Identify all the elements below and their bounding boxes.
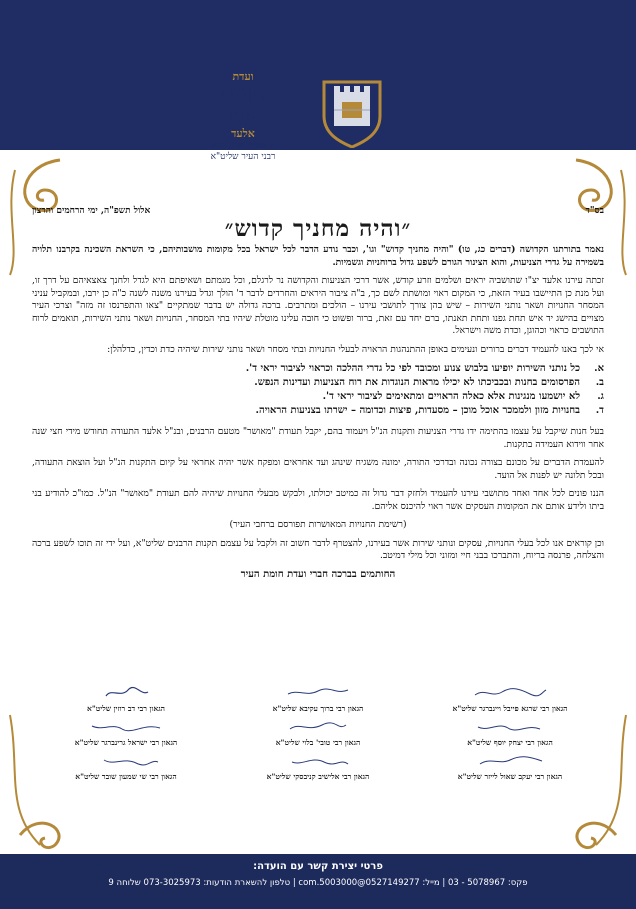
paragraph-6: (רשימת החנויות המאושרות תפורסם ברחבי העיר) [229,519,407,530]
logo-city: אלעד [231,127,255,140]
committee-logo [0,70,636,160]
intro-paragraph: נאמר בתורתנו הקדושה (דברים כג, טו) "והיה מחניך קדוש" וגו', וכבר נודע הדבר לכל ישראל בכל מקומות מושבותיהם, כי השראת השכינה בקרבנו תלויה בשמירה על גדרי הצניעות, והוא הצינור הגורם לשפע גדול ברוחניות וגשמיות. [32,244,604,268]
list-item: ב. הפרסומים בחנות ובכביכתו לא יכילו מראות הנוגדות את רוח הצניעות ועדינות הנפש. [254,377,604,388]
signature-scribble-icon [470,686,550,700]
signature-scribble-icon [86,686,166,700]
signature: הגאון רבי אלישיב קניבסקי שליט"א [232,753,404,781]
logo-main-line1: חומת [220,81,266,107]
paragraph-7: וכן קוראים אנו לכל בעלי החנויות, עסקים ונותני שירות אשר בעירנו, להצטרף לדבר חשוב זה ולקבל על עצמם תקנות הרבנים שליט"א, ועל ידי זה תוכו לשפע ברכה והצלחה, פרנסה בריוח, והתברכו בבני חיי ומזוני וכל מילי דמיטב. [32,537,604,561]
logo-text [168,70,318,162]
logo-main-line2: העיר [222,103,264,129]
date-line: אלול תשפ"ה, ימי הרחמים והרצון [32,206,151,216]
logo-top-label: ועדת [232,70,254,83]
footer-contact-line: פקס: 5078967 - 03 | מייל: 0527149277@5003000.com | טלפון להשארת הודעות: 073-3025973 שלוחה 9 [108,878,528,888]
signature-scribble-icon [470,720,550,734]
signature-scribble-icon [278,754,358,768]
signature: הגאון רבי שרגא פייבל ויינברגר שליט"א [424,685,596,713]
letter-body [32,205,604,581]
signature: הגאון רבי ברוך עקיבא שליט"א [232,685,404,713]
paragraph-2: אי לכך באנו להעמיד דברים ברורים ונעימים באופן ההתנהגות הראויה לבעלי החנויות ובתי מסחר ושאר נותני שירות שיהיה כדת וכדין, כדלהלן: [107,343,604,355]
paragraph-4: להעמדת הדברים על מכונם בצורה נכונה ובדרכי התורה, ימונה משגיח שינהג ועד אחראים ומפקח אשר יהיה אחראי על קיום התקנות הנ"ל ועל הוצאת התעודה, ובכל תלונה יש לפנות אל הועד. [32,457,604,481]
signature-scribble-icon [86,754,166,768]
paragraph-3: בעל חנות שיקבל על עצמו בהתימה ידו גדרי הצניעות ותקנות הנ"ל ויעמוד בהם, יקבל תעודת "מאושר" מטעם הרבנים, ובנ"ל אלעד התעודה תחודש מידי חצי שנה אחר ווידוא העמידה בתקנות. [32,426,604,450]
signature-scribble-icon [278,686,358,700]
signature-scribble-icon [86,720,166,734]
contact-footer [0,855,636,909]
signature-scribble-icon [470,754,550,768]
tower-shield-icon [320,72,384,148]
bsd-mark: בס"ד [585,206,604,216]
signature: הגאון רבי ישראל גרינברגר שליט"א [40,719,212,747]
footer-title: פרטי יצירת קשר עם הועדה: [253,861,383,872]
signature: הגאון רבי יעקב שאול לייזר שליט"א [424,753,596,781]
paragraph-1: זכתה עירנו אלעד יצ"ו שתושביה יראים ושלמים וזרע קודש, אשר דרכי הצניעות והקדושה נר לרגלם, וכל מגמתם ושאיפתם היא לגדל ולחנך צאצאיהם על דרך זו, ועל מנת כן התיישבו בעיר הזאת, כי המקום ראוי ומושתת לשם כך, ב"ה ציבור היראים והחרדים לדבר ד' הולך וגדל בעירנו משנה לשנה כ"ה כן ירבו, ובמקביל עניני המסחר החנויות ושאר נותני השירות – שיש בהן צורך לתושבי עירנו – הולכים ומתרבים. ברכה גדולה יש בדבר שמתקיים "צאו והתפרנסו זה מזה" וצרכי העיר מצויים בהישג יד איש תחת גפנו ותחת תאנתו, ברם יחד עם זאת, ברור ופשוט כי חובה עלינו מוטלת שיהיו בתי המסחר, החנויות ושאר נותני השירות, תואמים לרוח התושבים כראוי וכהוגן, וכדת משה וישראל. [32,275,604,336]
letter-title: ״והיה מחניך קדוש״ [224,214,412,242]
logo-sub1: בראשות מרנן ורבנן [210,141,276,151]
list-item: א. כל נותני השירות יופיעו בלבוש צנוע ומכובד לפי כל גדרי ההלכה וכראוי לציבור יראי ד'. [245,363,604,374]
signature-scribble-icon [278,720,358,734]
signature: הגאון רבי טובי' בלוי שליט"א [232,719,404,747]
signature: הגאון רבי יצחק יוסף שליט"א [424,719,596,747]
list-item: ד. בחנויות מזון ולממכר אוכל מוכן – מסעדות, פיצות וכדומה – ישרתו בצניעות הראויה. [255,405,604,416]
list-item: ג. לא יושמעו מנגינות אלא כאלה הראויים ומתאימים לציבור יראי ד'. [322,391,604,402]
signature: הגאון רבי דב רוזין שליט"א [40,685,212,713]
signature: הגאון רבי שי שמעון שובר שליט"א [40,753,212,781]
closing-line: החותמים בברכה חברי ועדת חומת העיר [240,568,396,580]
logo-sub2: רבני העיר שליט"א [210,152,276,162]
paragraph-5: הננו פונים לכל אחד ואחד מתושבי עירנו להעמיד ולחזק דבר גדול זה כמיטב יכולתו, ולבקש מבעלי החנויות שיהיה להם תעודת "מאושר" הנ"ל. כמו"כ להודיע בני ביתו ולידע אותם את המקומות העסקים אשר ראוי להיכנס אליהם. [32,488,604,512]
rules-list [32,362,604,418]
signatures-grid [40,685,596,781]
